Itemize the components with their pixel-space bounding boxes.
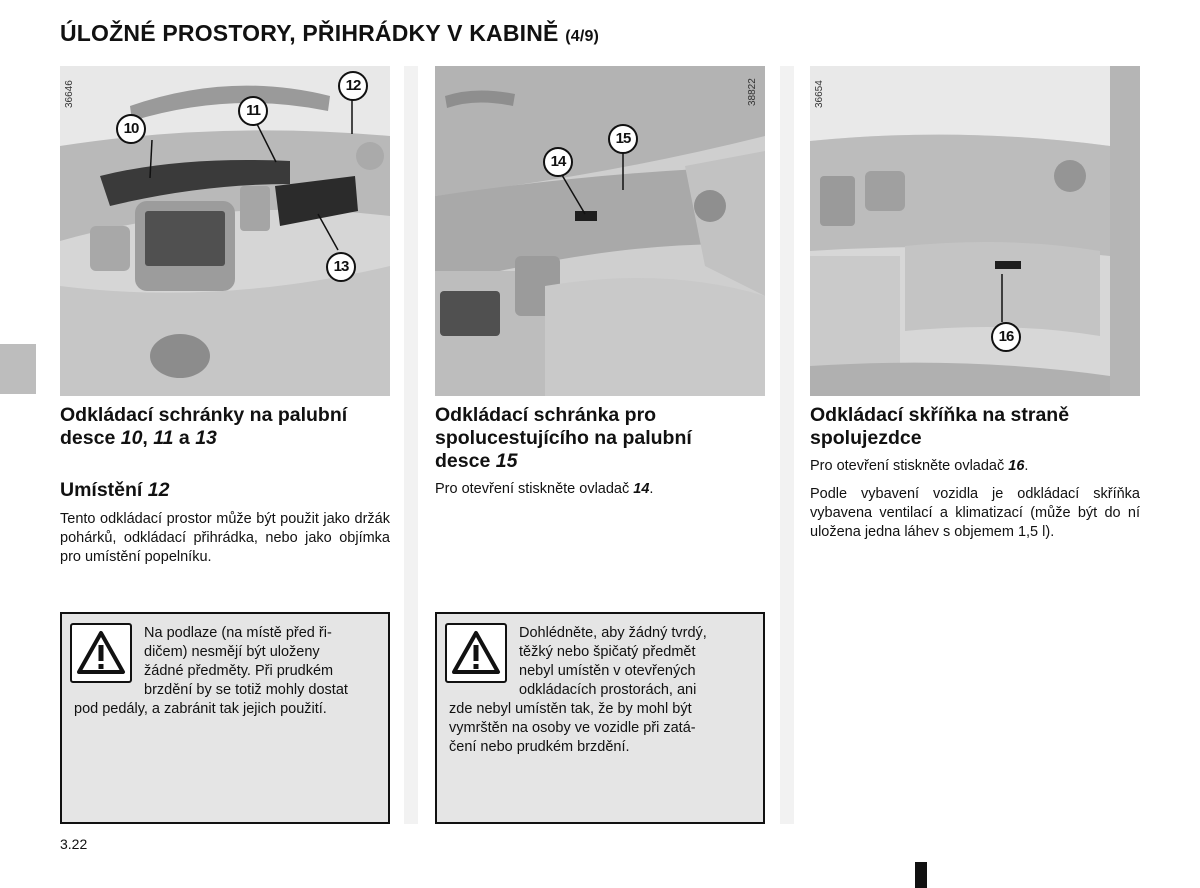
callout-14: 14: [543, 147, 573, 177]
warning-box: [435, 612, 765, 824]
figure-code: 36646: [64, 80, 75, 108]
page-edge-mark: [915, 862, 927, 888]
figure-code: 38822: [747, 78, 758, 106]
section-heading: Odkládací skříňka na straně spolujezdce: [810, 404, 1070, 449]
section-heading: Odkládací schránky na palubní desce 10, 11 a 13: [60, 404, 348, 449]
body-text: Pro otevření stiskněte ovladač 16.: [810, 458, 1029, 474]
dashboard-illustration-2: [435, 66, 765, 396]
dashboard-illustration-3: [810, 66, 1140, 396]
section-heading: Odkládací schránka pro spolucestujícího na palubní desce 15: [435, 404, 692, 472]
body-text: Podle vybavení vozidla je odkládací skříňka vybavena ventilací a klimatizací (může být do ní uložena jedna láhev s objemem 1,5 l).: [810, 486, 1140, 540]
callout-13: 13: [326, 252, 356, 282]
warning-box: [60, 612, 390, 824]
chapter-tab: [0, 344, 36, 394]
column-separator: [780, 66, 794, 824]
callout-11: 11: [238, 96, 268, 126]
page-title: ÚLOŽNÉ PROSTORY, PŘIHRÁDKY V KABINĚ (4/9): [60, 20, 600, 46]
dashboard-drawing: [60, 66, 390, 396]
callout-12: 12: [338, 71, 368, 101]
dashboard-drawing: [810, 66, 1140, 396]
dashboard-illustration-1: [60, 66, 390, 396]
section-subheading: Umístění 12: [60, 479, 170, 501]
body-text: Pro otevření stiskněte ovladač 14.: [435, 481, 654, 497]
column-separator: [404, 66, 418, 824]
dashboard-drawing: [435, 66, 765, 396]
warning-text: Dohlédněte, aby žádný tvrdý, těžký nebo špičatý předmět nebyl umístěn v otevřených odkládacích prostorách, ani zde nebyl umístěn tak, že by mohl být vymrštěn na osoby ve vozidle při zatá- čení nebo prudkém brzdění.: [449, 625, 707, 755]
warning-text: Na podlaze (na místě před ři- dičem) nesmějí být uloženy žádné předměty. Při prudkém brzdění by se totiž mohly dostat pod pedály, a zabránit tak jejich použití.: [74, 625, 348, 717]
callout-16: 16: [991, 322, 1021, 352]
figure-code: 36654: [814, 80, 825, 108]
body-text: Tento odkládací prostor může být použit jako držák pohárků, odkládací přihrádka, nebo jako objímka pro umístění popelníku.: [60, 511, 390, 565]
callout-10: 10: [116, 114, 146, 144]
page-number: 3.22: [60, 836, 88, 852]
callout-15: 15: [608, 124, 638, 154]
